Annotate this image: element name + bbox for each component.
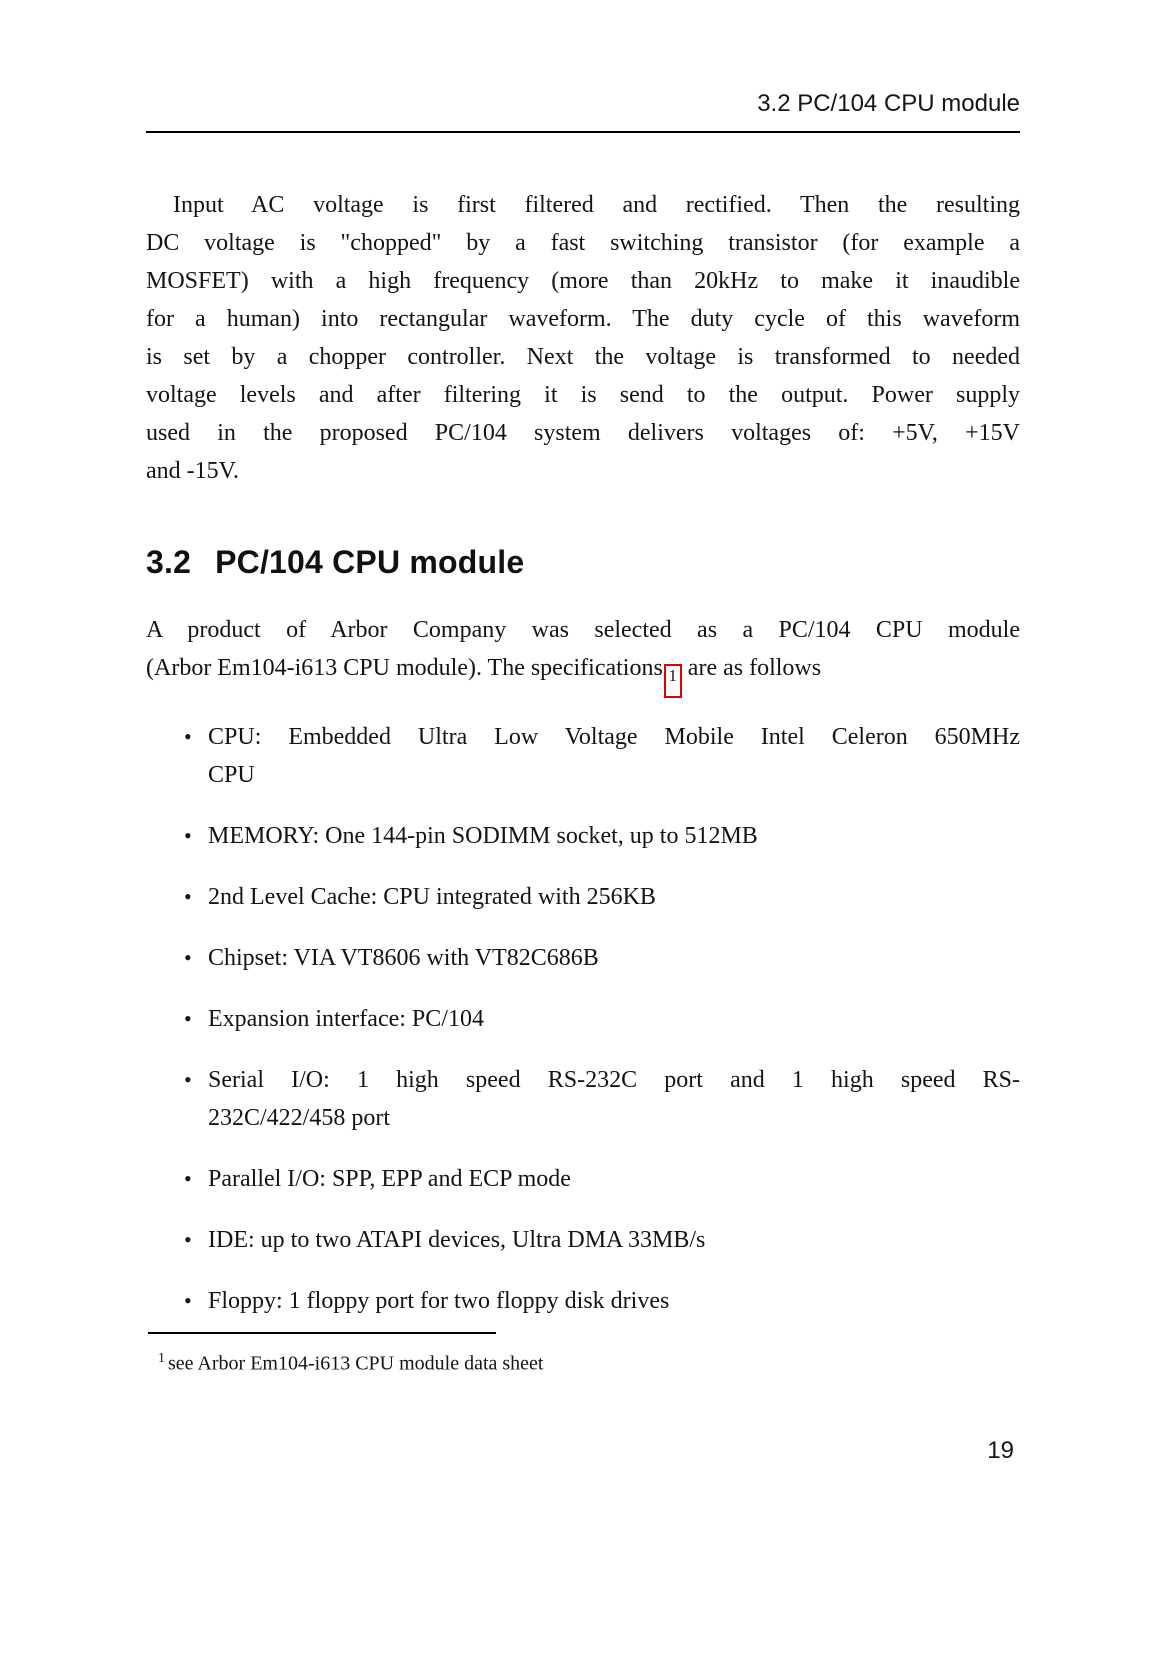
spec-line: 232C/422/458 port: [208, 1105, 391, 1131]
intro-paragraph: [146, 186, 1020, 490]
bullet-icon: •: [184, 1227, 192, 1252]
spec-line: Floppy: 1 floppy port for two floppy disk drives: [208, 1288, 670, 1314]
bullet-icon: •: [184, 1166, 192, 1191]
spec-item: [146, 817, 1020, 855]
footnote-marker: 1: [158, 1351, 165, 1366]
spec-item: [146, 718, 1020, 794]
page-number: 19: [987, 1437, 1014, 1464]
spec-item: [146, 1282, 1020, 1320]
section-title: PC/104 CPU module: [215, 544, 525, 580]
spec-item: [146, 1221, 1020, 1259]
lead-line: A product of Arbor Company was selected as a PC/104 CPU module: [146, 617, 1020, 643]
footnote: [146, 1344, 1020, 1379]
intro-line: DC voltage is "chopped" by a fast switching transistor (for example a: [146, 230, 1020, 256]
intro-line: Input AC voltage is first filtered and rectified. Then the resulting: [173, 192, 1020, 218]
spec-line: 2nd Level Cache: CPU integrated with 256KB: [208, 884, 656, 910]
footnote-rule: [148, 1332, 496, 1334]
spec-line: Serial I/O: 1 high speed RS-232C port and 1 high speed RS-: [208, 1067, 1020, 1093]
section-number: 3.2: [146, 544, 192, 580]
lead-line: [146, 649, 1020, 698]
bullet-icon: •: [184, 945, 192, 970]
bullet-icon: •: [184, 1288, 192, 1313]
intro-line: used in the proposed PC/104 system delivers voltages of: +5V, +15V: [146, 420, 1020, 446]
intro-line: is set by a chopper controller. Next the voltage is transformed to needed: [146, 344, 1020, 370]
section-heading: [146, 544, 1020, 581]
lead-line-text: are as follows: [687, 655, 822, 681]
footnote-text: see Arbor Em104-i613 CPU module data sheet: [168, 1352, 544, 1375]
spec-item: [146, 939, 1020, 977]
spec-list: [146, 718, 1020, 1320]
bullet-icon: •: [184, 1006, 192, 1031]
spec-item: [146, 1000, 1020, 1038]
intro-line: and -15V.: [146, 458, 239, 484]
spec-line: CPU: [208, 762, 255, 788]
intro-line: voltage levels and after filtering it is send to the output. Power supply: [146, 382, 1020, 408]
spec-line: MEMORY: One 144-pin SODIMM socket, up to 512MB: [208, 823, 758, 849]
spec-item: [146, 1061, 1020, 1137]
footnote-marker-number: 1: [668, 666, 678, 685]
spec-item: [146, 1160, 1020, 1198]
spec-line: Parallel I/O: SPP, EPP and ECP mode: [208, 1166, 571, 1192]
bullet-icon: •: [184, 884, 192, 909]
intro-line: for a human) into rectangular waveform. The duty cycle of this waveform: [146, 306, 1020, 332]
spec-line: CPU: Embedded Ultra Low Voltage Mobile Intel Celeron 650MHz: [208, 724, 1020, 750]
intro-line: MOSFET) with a high frequency (more than 20kHz to make it inaudible: [146, 268, 1020, 294]
running-header-title: 3.2 PC/104 CPU module: [757, 90, 1020, 117]
bullet-icon: •: [184, 1067, 192, 1092]
footnote-marker-link[interactable]: [664, 664, 682, 698]
spec-line: Expansion interface: PC/104: [208, 1006, 484, 1032]
spec-item: [146, 878, 1020, 916]
spec-line: Chipset: VIA VT8606 with VT82C686B: [208, 945, 599, 971]
lead-line-text: (Arbor Em104-i613 CPU module). The specifications: [146, 655, 663, 681]
bullet-icon: •: [184, 724, 192, 749]
header-rule: [146, 131, 1020, 133]
bullet-icon: •: [184, 823, 192, 848]
spec-line: IDE: up to two ATAPI devices, Ultra DMA 33MB/s: [208, 1227, 706, 1253]
lead-paragraph: [146, 611, 1020, 698]
